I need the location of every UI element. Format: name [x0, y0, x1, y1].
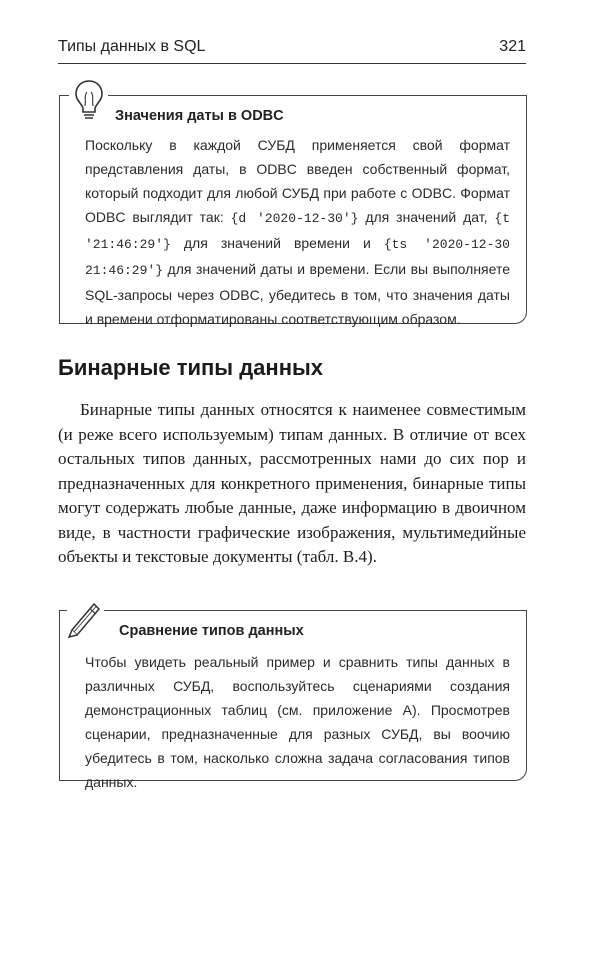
pencil-icon: [64, 598, 104, 638]
section-heading: Бинарные типы данных: [58, 355, 324, 380]
lightbulb-icon: [72, 78, 106, 122]
odbc-timestamp-format: {ts '2020-12-30 21:46:29'}: [85, 237, 510, 278]
paragraph-text: Бинарные типы данных относятся к наименее совместимым (и реже всего используемым) типам данных. В отличие от всех остальных типов данных, рассмотренных нами до сих пор и предназначенных для конкретного применения, бинарные типы могут содержать любые данные, даже информацию в двоичном виде, в частности графические изображения, мультимедийные объекты и текстовые документы (табл. В.4).: [58, 400, 526, 566]
body-paragraph: [58, 398, 526, 570]
note-date-text-2: для значений дат,: [358, 209, 495, 225]
note-date-title: Значения даты в ODBC: [115, 108, 284, 124]
odbc-date-format: {d '2020-12-30'}: [230, 211, 359, 226]
note-date-top-tick: [59, 95, 69, 96]
note-date-text-4: для значений даты и времени. Если вы выполняете SQL-запросы через ODBC, убедитесь в том, что значения даты и времени отформатированы соответствующим образом.: [85, 261, 510, 327]
note-compare-text: Чтобы увидеть реальный пример и сравнить типы данных в различных СУБД, воспользуйтесь сценариями создания демонстрационных таблиц (см. приложение А). Просмотрев сценарии, предназначенные для разных СУБД, вы воочию убедитесь в том, насколько сложна задача согласования типов данных.: [85, 654, 510, 790]
note-date-body: [85, 133, 510, 331]
note-compare-top-line: [104, 610, 526, 611]
running-header: [58, 38, 526, 64]
note-date-text-1: Поскольку в каждой СУБД применяется свой формат представления даты, в ODBC введен собственный формат, который подходит для любой СУБД при работе с ODBC. Формат ODBC выглядит так:: [85, 137, 510, 225]
note-compare-body: [85, 650, 510, 794]
note-date-top-line: [108, 95, 526, 96]
note-compare-title: Сравнение типов данных: [119, 623, 304, 639]
header-rule: [58, 63, 526, 64]
header-title: Типы данных в SQL: [58, 38, 206, 55]
odbc-time-format: {t '21:46:29'}: [85, 211, 511, 252]
page-number: 321: [499, 38, 526, 55]
note-date-text-3: для значений времени и: [170, 235, 384, 251]
